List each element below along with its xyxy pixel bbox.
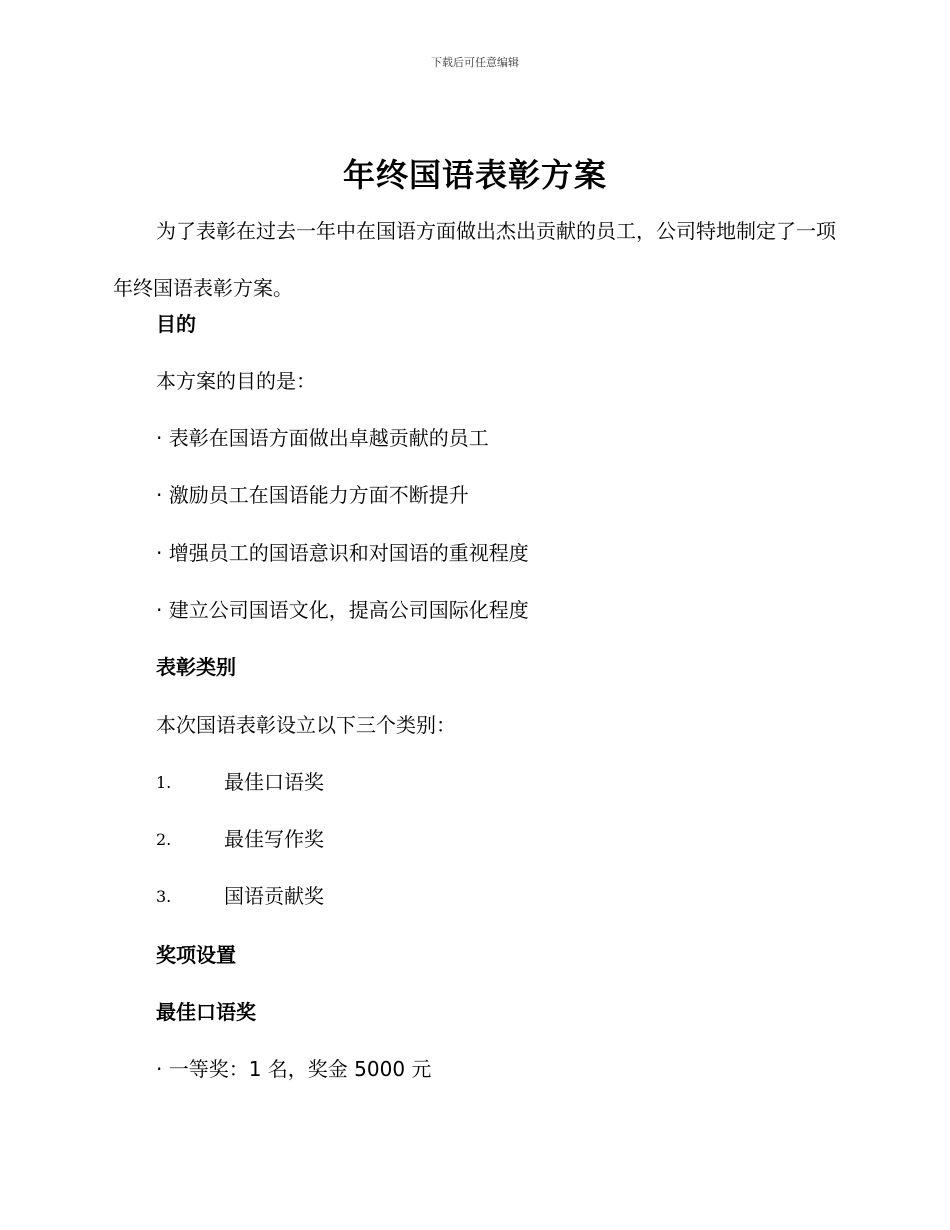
category-item: 最佳口语奖 — [224, 770, 324, 794]
page-header-note: 下载后可任意编辑 — [431, 56, 519, 69]
section-heading-purpose: 目的 — [156, 312, 196, 336]
category-number: 2. — [156, 830, 172, 849]
category-item: 国语贡献奖 — [224, 884, 324, 908]
purpose-bullet: · 增强员工的国语意识和对国语的重视程度 — [156, 541, 529, 565]
category-number: 3. — [156, 887, 172, 906]
award-bullet: · 一等奖：1 名，奖金 5000 元 — [156, 1057, 432, 1081]
category-item: 最佳写作奖 — [224, 827, 324, 851]
categories-lead: 本次国语表彰设立以下三个类别： — [156, 713, 456, 737]
purpose-bullet: · 激励员工在国语能力方面不断提升 — [156, 483, 469, 507]
awards-subheading: 最佳口语奖 — [156, 1000, 256, 1024]
purpose-lead: 本方案的目的是： — [156, 369, 316, 393]
intro-paragraph: 为了表彰在过去一年中在国语方面做出杰出贡献的员工，公司特地制定了一项年终国语表彰方案。 — [113, 219, 836, 300]
document-title: 年终国语表彰方案 — [342, 156, 607, 194]
category-number: 1. — [156, 773, 172, 792]
purpose-bullet: · 建立公司国语文化，提高公司国际化程度 — [156, 598, 529, 622]
purpose-bullet: · 表彰在国语方面做出卓越贡献的员工 — [156, 426, 489, 450]
section-heading-awards: 奖项设置 — [156, 943, 236, 967]
section-heading-categories: 表彰类别 — [156, 655, 236, 679]
